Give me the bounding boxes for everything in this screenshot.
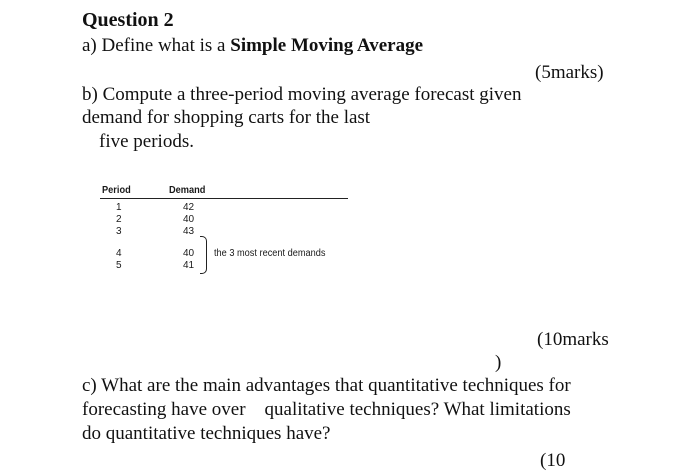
part-a-question [82, 35, 423, 57]
part-b-line-1: b) Compute a three-period moving average forecast given [82, 84, 522, 105]
period-cell: 4 [116, 248, 122, 259]
demand-cell: 40 [183, 214, 195, 225]
recent-demands-annotation: the 3 most recent demands [214, 248, 326, 259]
part-c-line-1: c) What are the main advantages that quantitative techniques for [82, 375, 571, 396]
period-cell: 3 [116, 226, 122, 237]
part-b-marks: (10marks [537, 329, 609, 350]
part-a-prefix: a) Define what is a [82, 35, 231, 56]
demand-table [100, 180, 360, 285]
part-c-line-3: do quantitative techniques have? [82, 423, 331, 444]
question-title: Question 2 [82, 9, 174, 31]
part-b-marks-close: ) [495, 352, 502, 373]
part-c-marks-cutoff [540, 444, 576, 471]
part-b-line-3: five periods. [99, 131, 194, 152]
period-cell: 1 [116, 202, 122, 213]
header-demand: Demand [169, 184, 206, 196]
recent-demands-bracket [200, 236, 207, 274]
header-rule [100, 198, 348, 199]
header-period: Period [102, 184, 131, 196]
part-c-line-2: forecasting have over qualitative techniques? What limitations [82, 399, 571, 420]
demand-cell: 42 [183, 202, 195, 213]
demand-cell: 40 [183, 248, 195, 259]
period-cell: 5 [116, 260, 122, 271]
part-b-line-2: demand for shopping carts for the last [82, 107, 371, 128]
period-cell: 2 [116, 214, 122, 225]
part-a-marks: (5marks) [535, 62, 604, 83]
part-c-marks-fragment: (10 [540, 450, 566, 471]
part-a-term: Simple Moving Average [230, 35, 424, 56]
demand-cell: 43 [183, 226, 195, 237]
demand-cell: 41 [183, 260, 195, 271]
